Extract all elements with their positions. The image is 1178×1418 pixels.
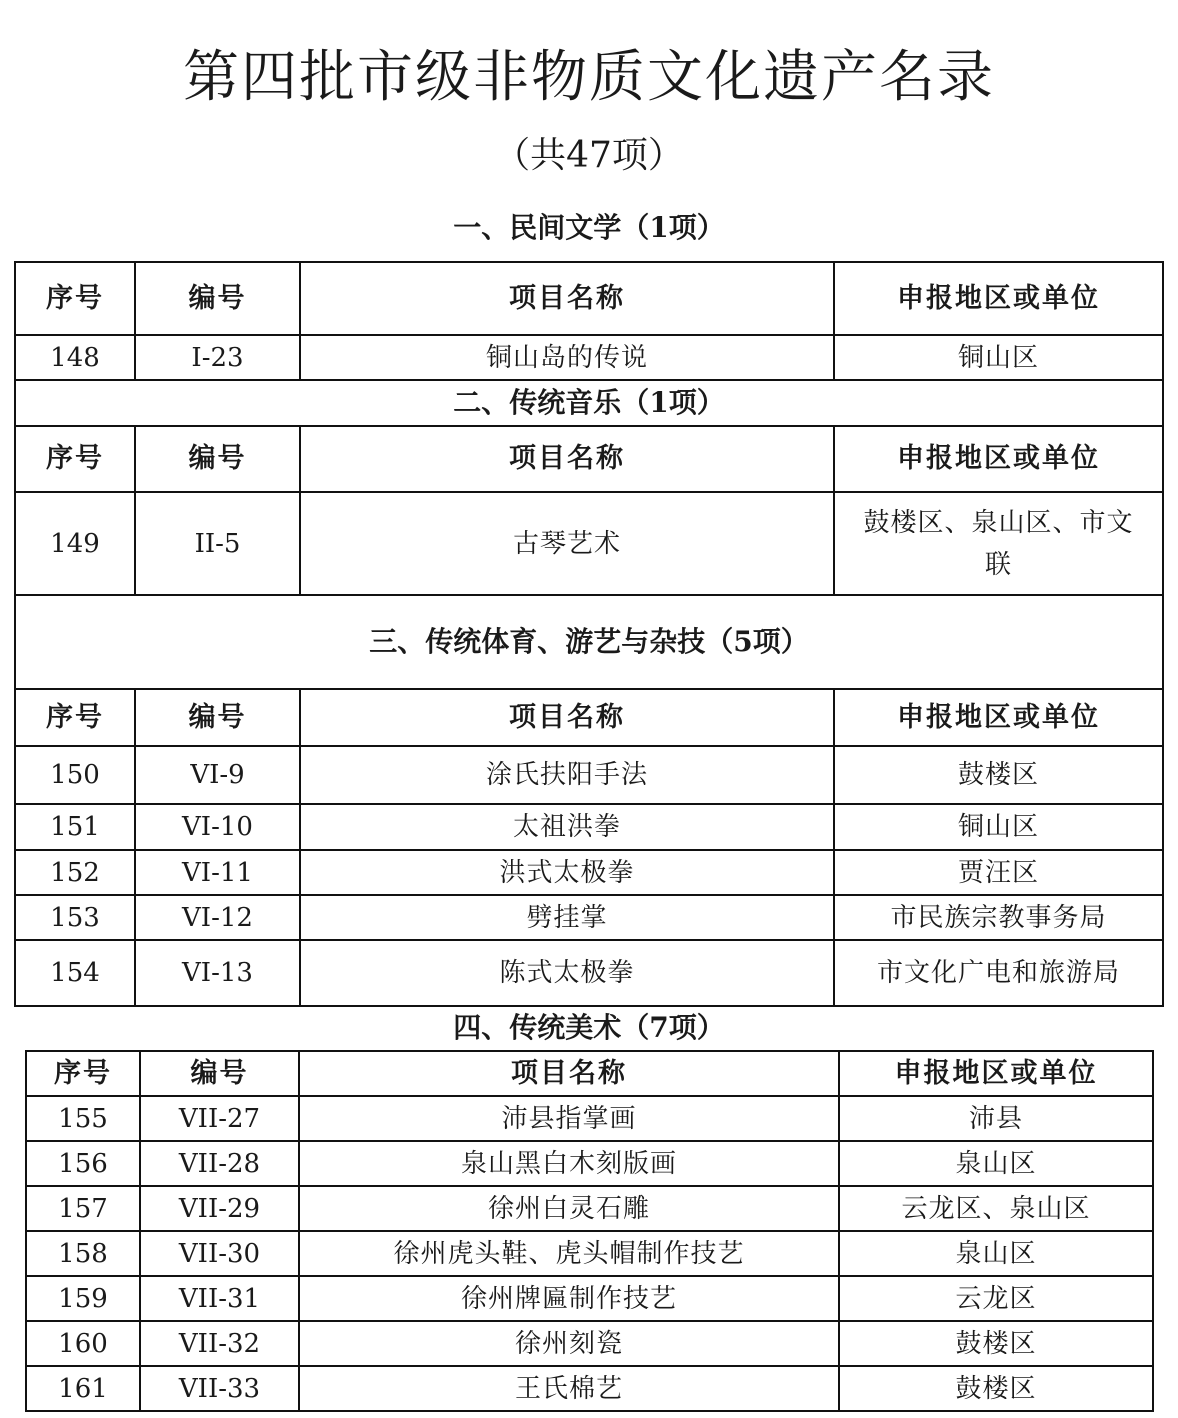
header-unit: 申报地区或单位: [839, 1051, 1153, 1096]
section-row: [15, 595, 1163, 689]
header-code: 编号: [135, 426, 300, 492]
cell-unit: 铜山区: [834, 804, 1163, 850]
cell-unit: 铜山区: [834, 335, 1163, 380]
cell-code: VII-28: [140, 1141, 299, 1186]
cell-name: 古琴艺术: [300, 492, 834, 595]
cell-name: 沛县指掌画: [299, 1096, 839, 1141]
cell-seq: 148: [15, 335, 135, 380]
cell-name: 王氏棉艺: [299, 1366, 839, 1411]
cell-seq: 161: [26, 1366, 140, 1411]
header-seq: 序号: [15, 689, 135, 746]
header-unit: 申报地区或单位: [834, 262, 1163, 335]
table-row: [26, 1231, 1153, 1276]
cell-name: 徐州白灵石雕: [299, 1186, 839, 1231]
cell-unit: 市文化广电和旅游局: [834, 940, 1163, 1006]
cell-name: 徐州刻瓷: [299, 1321, 839, 1366]
cell-unit: 鼓楼区: [839, 1366, 1153, 1411]
table-row: [26, 1276, 1153, 1321]
cell-name: 陈式太极拳: [300, 940, 834, 1006]
section-row: [15, 380, 1163, 426]
cell-code: VI-9: [135, 746, 300, 804]
section-title-folk-literature: 一、民间文学（1项）: [453, 211, 725, 244]
table-header-row: [15, 262, 1163, 335]
cell-seq: 153: [15, 895, 135, 940]
cell-code: VII-31: [140, 1276, 299, 1321]
header-name: 项目名称: [299, 1051, 839, 1096]
cell-seq: 160: [26, 1321, 140, 1366]
table-header-row: [26, 1051, 1153, 1096]
table-row: [26, 1366, 1153, 1411]
cell-name: 劈挂掌: [300, 895, 834, 940]
cell-code: VII-29: [140, 1186, 299, 1231]
cell-unit: 市民族宗教事务局: [834, 895, 1163, 940]
cell-seq: 151: [15, 804, 135, 850]
cell-seq: 157: [26, 1186, 140, 1231]
table-row: [15, 335, 1163, 380]
table-row: [26, 1141, 1153, 1186]
cell-code: VI-11: [135, 850, 300, 895]
table-row: [15, 746, 1163, 804]
page-subtitle: （共47项）: [494, 135, 684, 176]
cell-seq: 150: [15, 746, 135, 804]
header-code: 编号: [140, 1051, 299, 1096]
header-code: 编号: [135, 262, 300, 335]
table-row: [26, 1186, 1153, 1231]
cell-name: 铜山岛的传说: [300, 335, 834, 380]
header-name: 项目名称: [300, 262, 834, 335]
table-row: [15, 895, 1163, 940]
cell-unit: 云龙区: [839, 1276, 1153, 1321]
cell-name: 徐州虎头鞋、虎头帽制作技艺: [299, 1231, 839, 1276]
cell-unit: 鼓楼区、泉山区、市文联: [834, 492, 1163, 595]
cell-unit: 鼓楼区: [834, 746, 1163, 804]
table-row: [26, 1096, 1153, 1141]
header-name: 项目名称: [300, 689, 834, 746]
header-name: 项目名称: [300, 426, 834, 492]
table-row: [15, 940, 1163, 1006]
header-unit: 申报地区或单位: [834, 426, 1163, 492]
cell-code: VII-33: [140, 1366, 299, 1411]
cell-code: II-5: [135, 492, 300, 595]
cell-code: VII-27: [140, 1096, 299, 1141]
cell-unit: 贾汪区: [834, 850, 1163, 895]
cell-code: VI-10: [135, 804, 300, 850]
section-title-traditional-music: 二、传统音乐（1项）: [15, 380, 1163, 426]
cell-unit: 泉山区: [839, 1231, 1153, 1276]
cell-name: 洪式太极拳: [300, 850, 834, 895]
cell-name: 泉山黑白木刻版画: [299, 1141, 839, 1186]
cell-code: I-23: [135, 335, 300, 380]
table-header-row: [15, 689, 1163, 746]
cell-seq: 159: [26, 1276, 140, 1321]
cell-code: VII-30: [140, 1231, 299, 1276]
cell-seq: 152: [15, 850, 135, 895]
table-row: [15, 804, 1163, 850]
cell-code: VI-13: [135, 940, 300, 1006]
heritage-table-upper: [14, 261, 1164, 1007]
table-header-row: [15, 426, 1163, 492]
header-seq: 序号: [15, 262, 135, 335]
cell-unit: 泉山区: [839, 1141, 1153, 1186]
header-seq: 序号: [26, 1051, 140, 1096]
header-code: 编号: [135, 689, 300, 746]
header-unit: 申报地区或单位: [834, 689, 1163, 746]
cell-seq: 155: [26, 1096, 140, 1141]
table-row: [15, 850, 1163, 895]
cell-name: 太祖洪拳: [300, 804, 834, 850]
header-seq: 序号: [15, 426, 135, 492]
cell-name: 徐州牌匾制作技艺: [299, 1276, 839, 1321]
cell-seq: 149: [15, 492, 135, 595]
cell-seq: 156: [26, 1141, 140, 1186]
section-title-traditional-art: 四、传统美术（7项）: [453, 1011, 725, 1044]
page-title: 第四批市级非物质文化遗产名录: [183, 45, 995, 110]
cell-unit: 鼓楼区: [839, 1321, 1153, 1366]
cell-unit: 云龙区、泉山区: [839, 1186, 1153, 1231]
cell-code: VII-32: [140, 1321, 299, 1366]
table-row: [26, 1321, 1153, 1366]
cell-unit: 沛县: [839, 1096, 1153, 1141]
cell-seq: 154: [15, 940, 135, 1006]
section-title-sports-acrobatics: 三、传统体育、游艺与杂技（5项）: [15, 595, 1163, 689]
cell-code: VI-12: [135, 895, 300, 940]
cell-name: 涂氏扶阳手法: [300, 746, 834, 804]
cell-seq: 158: [26, 1231, 140, 1276]
heritage-table-lower: [25, 1050, 1154, 1412]
table-row: [15, 492, 1163, 595]
